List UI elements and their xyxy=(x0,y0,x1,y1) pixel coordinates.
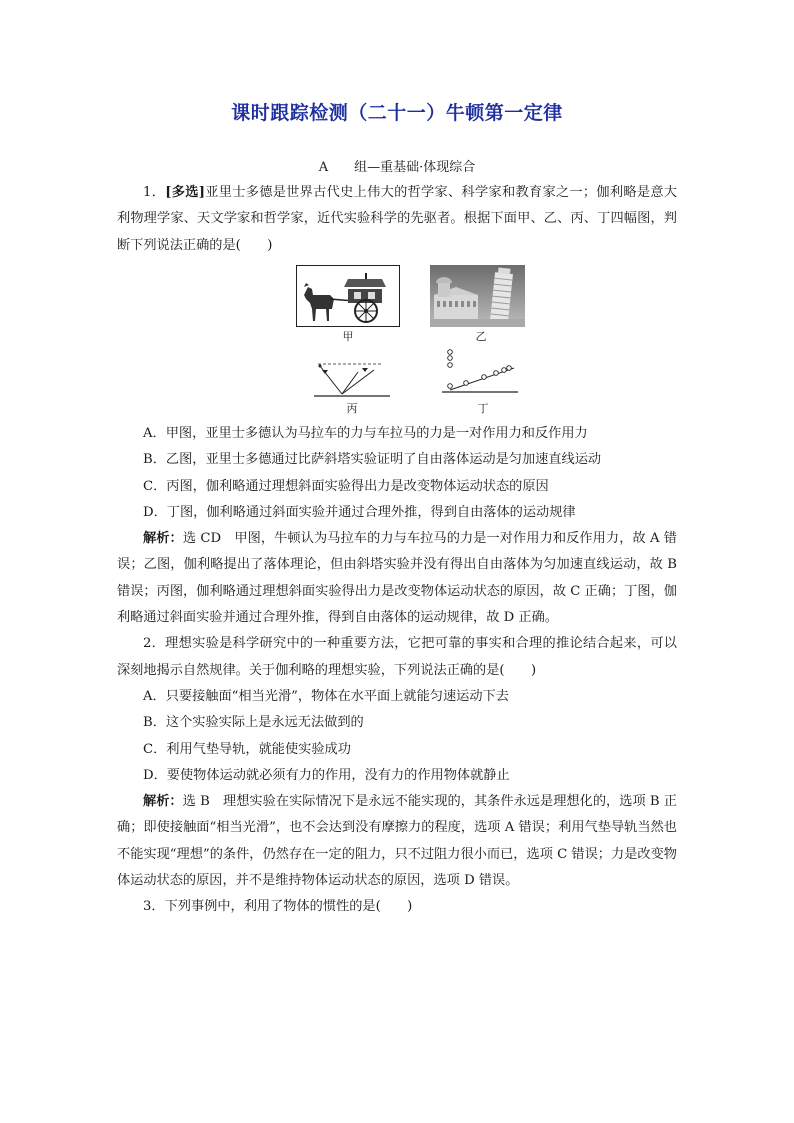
q1-analysis-text: 选 CD 甲图，牛顿认为马拉车的力与车拉马的力是一对作用力和反作用力，故 A 错误；乙图，伽利略提出了落体理论，但由斜塔实验并没有得出自由落体为匀加速直线运动，故 B 错误；丙图，伽利略通过理想斜面实验得出力是改变物体运动状态的原因，故 C 正确；丁图，伽利略通过斜面实验并通过合理外推，得到自由落体的运动规律，故 D 正确。 xyxy=(117,531,677,626)
q2-analysis-label: 解析： xyxy=(143,794,183,810)
figure-yi-tower xyxy=(430,265,525,331)
figure-ding-incline xyxy=(440,346,520,402)
figure-jia-carriage xyxy=(296,265,400,331)
question-body xyxy=(117,421,677,921)
figure-label-ding: 丁 xyxy=(477,402,489,415)
q1-option-c: C．丙图，伽利略通过理想斜面实验得出力是改变物体运动状态的原因 xyxy=(143,478,549,494)
figure-label-bing: 丙 xyxy=(346,402,358,415)
question-1-number: 1． xyxy=(143,185,166,200)
q1-option-a: A．甲图，亚里士多德认为马拉车的力与车拉马的力是一对作用力和反作用力 xyxy=(143,426,588,441)
figure-bing-ramp xyxy=(312,358,392,404)
question-1-text: 亚里士多德是世界古代史上伟大的哲学家、科学家和教育家之一；伽利略是意大利物理学家、天文学家和哲学家，近代实验科学的先驱者。根据下面甲、乙、丙、丁四幅图，判断下列说法正确的是( ) xyxy=(117,185,678,253)
question-3-stem: 3．下列事例中，利用了物体的惯性的是( ) xyxy=(143,899,413,915)
section-heading xyxy=(0,156,794,175)
page-title: 课时跟踪检测（二十一）牛顿第一定律 xyxy=(231,102,563,124)
q2-option-c: C．利用气垫导轨，就能使实验成功 xyxy=(143,741,351,757)
q1-analysis xyxy=(117,526,677,631)
figure-label-jia: 甲 xyxy=(342,330,354,343)
q1-option-d: D．丁图，伽利略通过斜面实验并通过合理外推，得到自由落体的运动规律 xyxy=(143,504,576,520)
leaning-tower-photo xyxy=(430,265,525,327)
section-prefix: A xyxy=(318,160,329,175)
question-2-stem: 2．理想实验是科学研究中的一种重要方法，它把可靠的事实和合理的推论结合起来，可以深刻地揭示自然规律。关于伽利略的理想实验，下列说法正确的是( ) xyxy=(117,636,677,678)
figure-label-yi: 乙 xyxy=(475,330,487,343)
section-text: 组—重基础·体现综合 xyxy=(354,160,476,175)
q1-option-b: B．乙图，亚里士多德通过比萨斜塔实验证明了自由落体运动是匀加速直线运动 xyxy=(143,452,602,468)
q2-option-a: A．只要接触面“相当光滑”，物体在水平面上就能匀速运动下去 xyxy=(143,688,509,704)
q2-option-b: B．这个实验实际上是永远无法做到的 xyxy=(143,715,364,731)
q1-analysis-label: 解析： xyxy=(143,531,183,547)
ideal-ramp-diagram xyxy=(312,358,392,400)
q2-analysis-text: 选 B 理想实验在实际情况下是永远不能实现的，其条件永远是理想化的，选项 B 正确；即使接触面“相当光滑”，也不会达到没有摩擦力的程度，选项 A 错误；利用气垫导轨当然也不能实现“理想”的条件，仍然存在一定的阻力，只不过阻力很小而已，选项 C 错误；力是改变物体运动状态的原因，并不是维持物体运动状态的原因，选项 D 错误。 xyxy=(117,794,677,889)
incline-extrapolation-diagram xyxy=(440,346,520,398)
multi-select-tag: [多选] xyxy=(165,185,205,200)
q2-option-d: D．要使物体运动就必须有力的作用，没有力的作用物体就静止 xyxy=(143,767,510,783)
carriage-illustration xyxy=(296,265,400,327)
q2-analysis xyxy=(117,789,677,894)
question-1-stem xyxy=(117,180,677,259)
